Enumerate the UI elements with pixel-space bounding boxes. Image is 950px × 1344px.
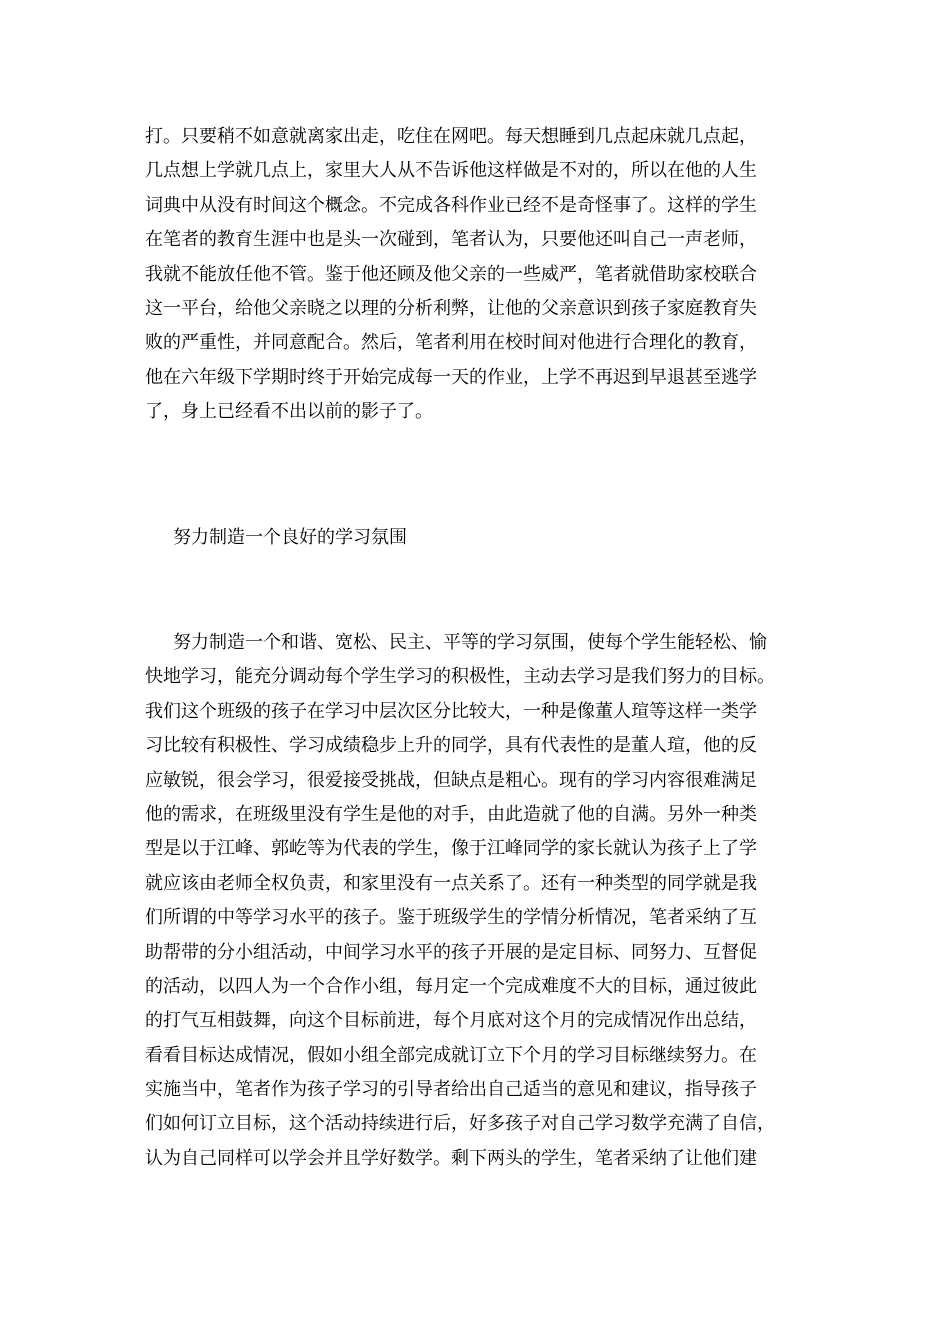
text-line: 认为自己同样可以学会并且学好数学。剩下两头的学生，笔者采纳了让他们建 <box>145 1147 757 1169</box>
section-heading-text: 努力制造一个良好的学习氛围 <box>173 527 407 548</box>
text-line: 习比较有积极性、学习成绩稳步上升的同学，具有代表性的是董人瑄，他的反 <box>145 735 757 757</box>
paragraph-main <box>145 626 810 1176</box>
text-line: 在笔者的教育生涯中也是头一次碰到，笔者认为，只要他还叫自己一声老师， <box>145 229 757 251</box>
text-line: 的打气互相鼓舞，向这个目标前进，每个月底对这个月的完成情况作出总结， <box>145 1010 757 1032</box>
text-line: 的活动，以四人为一个合作小组，每月定一个完成难度不大的目标，通过彼此 <box>145 975 757 997</box>
text-line: 快地学习，能充分调动每个学生学习的积极性，主动去学习是我们努力的目标。 <box>145 666 775 688</box>
text-line: 型是以于江峰、郭屹等为代表的学生，像于江峰同学的家长就认为孩子上了学 <box>145 838 757 860</box>
text-line: 了，身上已经看不出以前的影子了。 <box>145 401 433 423</box>
text-line: 我们这个班级的孩子在学习中层次区分比较大，一种是像董人瑄等这样一类学 <box>145 700 757 722</box>
text-line: 们所谓的中等学习水平的孩子。鉴于班级学生的学情分析情况，笔者采纳了互 <box>145 907 757 929</box>
text-line: 助帮带的分小组活动，中间学习水平的孩子开展的是定目标、同努力、互督促 <box>145 941 757 963</box>
text-line: 几点想上学就几点上，家里大人从不告诉他这样做是不对的，所以在他的人生 <box>145 160 757 182</box>
text-line: 败的严重性，并同意配合。然后，笔者利用在校时间对他进行合理化的教育， <box>145 332 757 354</box>
text-line: 这一平台，给他父亲晓之以理的分析利弊，让他的父亲意识到孩子家庭教育失 <box>145 297 757 319</box>
text-line: 他在六年级下学期时终于开始完成每一天的作业，上学不再迟到早退甚至逃学 <box>145 366 757 388</box>
text-line: 实施当中，笔者作为孩子学习的引导者给出自己适当的意见和建议，指导孩子 <box>145 1079 757 1101</box>
text-line: 就应该由老师全权负责，和家里没有一点关系了。还有一种类型的同学就是我 <box>145 872 757 894</box>
text-line: 打。只要稍不如意就离家出走，吃住在网吧。每天想睡到几点起床就几点起， <box>145 126 757 147</box>
text-line: 看看目标达成情况，假如小组全部完成就订立下个月的学习目标继续努力。在 <box>145 1044 757 1066</box>
text-line: 我就不能放任他不管。鉴于他还顾及他父亲的一些威严，笔者就借助家校联合 <box>145 263 757 285</box>
paragraph-continued <box>145 120 810 430</box>
text-line: 他的需求，在班级里没有学生是他的对手，由此造就了他的自满。另外一种类 <box>145 803 757 825</box>
text-line: 们如何订立目标，这个活动持续进行后，好多孩子对自己学习数学充满了自信， <box>145 1113 775 1135</box>
text-line: 努力制造一个和谐、宽松、民主、平等的学习氛围，使每个学生能轻松、愉 <box>173 632 767 653</box>
text-line: 应敏锐，很会学习，很爱接受挑战，但缺点是粗心。现有的学习内容很难满足 <box>145 769 757 791</box>
section-heading <box>145 521 810 555</box>
text-line: 词典中从没有时间这个概念。不完成各科作业已经不是奇怪事了。这样的学生 <box>145 194 757 216</box>
